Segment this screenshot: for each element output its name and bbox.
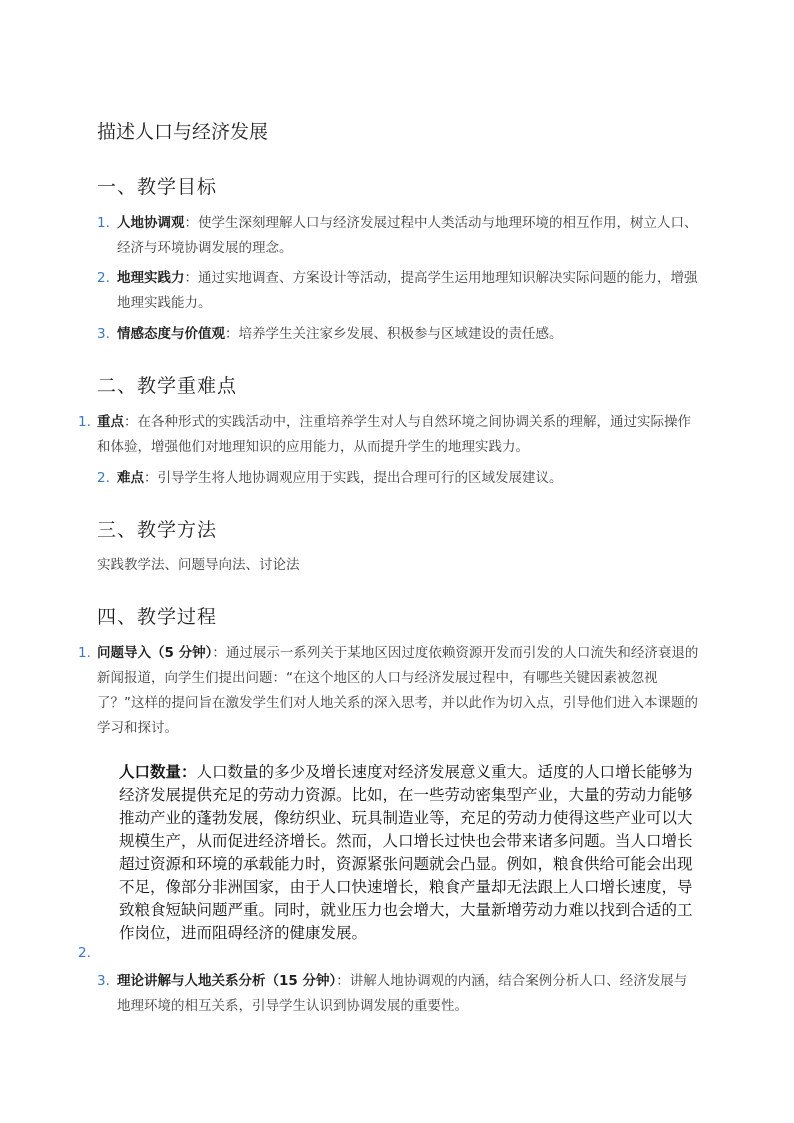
heading-methods: 三、教学方法 [97, 519, 218, 541]
list-label: 问题导入（5 分钟） [97, 645, 213, 661]
list-separator: ： [184, 270, 198, 286]
list-number: 3. [97, 973, 110, 989]
list-number: 1. [78, 414, 91, 430]
list-number: 1. [78, 645, 91, 661]
list-separator: ： [184, 215, 198, 231]
list-label: 重点 [97, 414, 124, 430]
list-body: 引导学生将人地协调观应用于实践，提出合理可行的区域发展建议。 [157, 470, 563, 486]
heading-objectives: 一、教学目标 [97, 176, 218, 198]
list-label: 地理实践力 [117, 270, 185, 286]
list-body: 通过实地调查、方案设计等活动，提高学生运用地理知识解决实际问题的能力，增强地理实践能力。 [117, 270, 698, 311]
list-text [117, 211, 699, 261]
list-label: 理论讲解与人地关系分析（15 分钟） [117, 973, 337, 989]
list-text [97, 410, 701, 460]
list-label: 难点 [117, 470, 144, 486]
heading-key-points: 二、教学重难点 [97, 375, 238, 397]
list-separator: ： [225, 326, 239, 342]
population-quote-block [119, 761, 703, 945]
list-separator: ： [124, 414, 138, 430]
heading-process: 四、教学过程 [97, 606, 218, 628]
methods-text: 实践教学法、问题导向法、讨论法 [97, 557, 300, 573]
list-body: 在各种形式的实践活动中，注重培养学生对人与自然环境之间协调关系的理解，通过实际操作和体验，增强他们对地理知识的应用能力，从而提升学生的地理实践力。 [97, 414, 691, 455]
list-text [117, 266, 699, 316]
quote-label: 人口数量： [119, 763, 197, 781]
list-number: 3. [97, 326, 110, 342]
list-number: 2. [97, 270, 110, 286]
list-text [117, 466, 699, 491]
list-body: 讲解人地协调观的内涵，结合案例分析人口、经济发展与地理环境的相互关系，引导学生认识到协调发展的重要性。 [117, 973, 688, 1014]
list-text [117, 969, 699, 1019]
list-text [97, 641, 701, 741]
list-text [117, 322, 699, 347]
list-label: 情感态度与价值观 [117, 326, 225, 342]
list-separator: ： [336, 973, 350, 989]
list-separator: ： [212, 645, 226, 661]
list-body: 使学生深刻理解人口与经济发展过程中人类活动与地理环境的相互作用，树立人口、经济与环境协调发展的理念。 [117, 215, 698, 256]
document-title: 描述人口与经济发展 [97, 121, 269, 143]
list-body: 培养学生关注家乡发展、积极参与区域建设的责任感。 [238, 326, 563, 342]
list-separator: ： [144, 470, 158, 486]
list-number: 2. [78, 945, 91, 961]
list-body: 通过展示一系列关于某地区因过度依赖资源开发而引发的人口流失和经济衰退的新闻报道，向学生们提出问题：“在这个地区的人口与经济发展过程中，有哪些关键因素被忽视了？”这样的提问旨在激发学生们对人地关系的深入思考，并以此作为切入点，引导他们进入本课题的学习和探讨。 [97, 645, 699, 736]
quote-body: 人口数量的多少及增长速度对经济发展意义重大。适度的人口增长能够为经济发展提供充足的劳动力资源。比如，在一些劳动密集型产业，大量的劳动力能够推动产业的蓬勃发展，像纺织业、玩具制造业等，充足的劳动力使得这些产业可以大规模生产，从而促进经济增长。然而，人口增长过快也会带来诸多问题。当人口增长超过资源和环境的承载能力时，资源紧张问题就会凸显。例如，粮食供给可能会出现不足，像部分非洲国家，由于人口快速增长，粮食产量却无法跟上人口增长速度，导致粮食短缺问题严重。同时，就业压力也会增大，大量新增劳动力难以找到合适的工作岗位，进而阻碍经济的健康发展。 [119, 763, 693, 942]
list-number: 1. [97, 215, 110, 231]
list-label: 人地协调观 [117, 215, 185, 231]
list-number: 2. [97, 470, 110, 486]
